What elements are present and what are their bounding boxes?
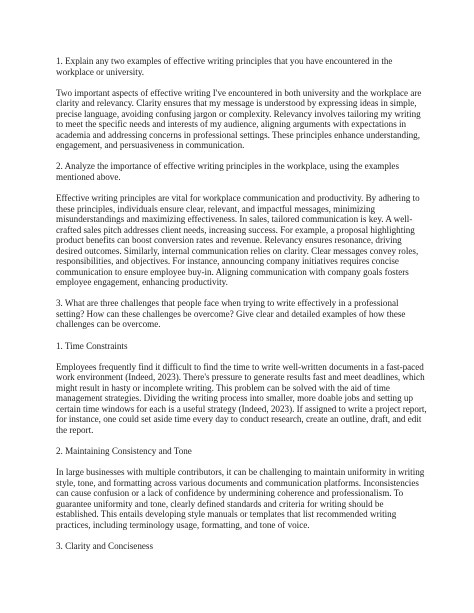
question-2: 2. Analyze the importance of effective writing principles in the workplace, using the examples mentioned above. <box>56 161 400 182</box>
question-3: 3. What are three challenges that people face when trying to write effectively in a professional setting? How can these challenges be overcome? Give clear and detailed examples of how these challenges can be overcome. <box>56 298 406 330</box>
answer-2-paragraph: Effective writing principles are vital for workplace communication and productivity. By adhering to these principles, individuals ensure clear, relevant, and impactful messages, minimizing misunderstandings and maximizing effectiveness. In sales, tailored communication is key. A well-crafted sales pitch addresses client needs, increasing success. For example, a proposal highlighting product benefits can boost conversion rates and revenue. Relevancy ensures resonance, driving desired outcomes. Similarly, internal communication relies on clarity. Clear messages convey roles, responsibilities, and objectives. For instance, announcing company initiatives requires concise communication to ensure employee buy-in. Aligning communication with company goals fosters employee engagement, enhancing productivity. <box>56 192 420 288</box>
challenge-1-heading: 1. Time Constraints <box>56 340 128 351</box>
challenge-2-paragraph: In large businesses with multiple contributors, it can be challenging to maintain uniformity in writing style, tone, and formatting across various documents and communication platforms. Inconsistencies can cause confusion or a lack of confidence by undermining coherence and professionalism. To guarantee uniformity and tone, clearly defined standards and criteria for writing should be established. This entails developing style manuals or templates that list recommended writing practices, including terminology usage, formatting, and tone of voice. <box>56 466 425 530</box>
answer-1-paragraph: Two important aspects of effective writing I've encountered in both university and the workplace are clarity and relevancy. Clarity ensures that my message is understood by expressing ideas in simple, precise language, avoiding confusing jargon or complexity. Relevancy involves tailoring my writing to meet the specific needs and interests of my audience, aligning arguments with expectations in academia and addressing concerns in professional settings. These principles enhance understanding, engagement, and persuasiveness in communication. <box>56 87 422 151</box>
challenge-3-heading: 3. Clarity and Conciseness <box>56 540 153 551</box>
question-1: 1. Explain any two examples of effective writing principles that you have encountered in the workplace or university. <box>56 56 393 77</box>
challenge-1-paragraph: Employees frequently find it difficult to find the time to write well-written documents in a fast-paced work environment (Indeed, 2023). There's pressure to generate results fast and meet deadlines, which might result in hasty or incomplete writing. This problem can be solved with the aid of time management strategies. Dividing the writing process into smaller, more doable jobs and setting up certain time windows for each is a useful strategy (Indeed, 2023). If assigned to write a project report, for instance, one could set aside time every day to conduct research, create an outline, draft, and edit the report. <box>56 361 427 435</box>
challenge-2-heading: 2. Maintaining Consistency and Tone <box>56 445 192 456</box>
document-page <box>56 56 428 551</box>
